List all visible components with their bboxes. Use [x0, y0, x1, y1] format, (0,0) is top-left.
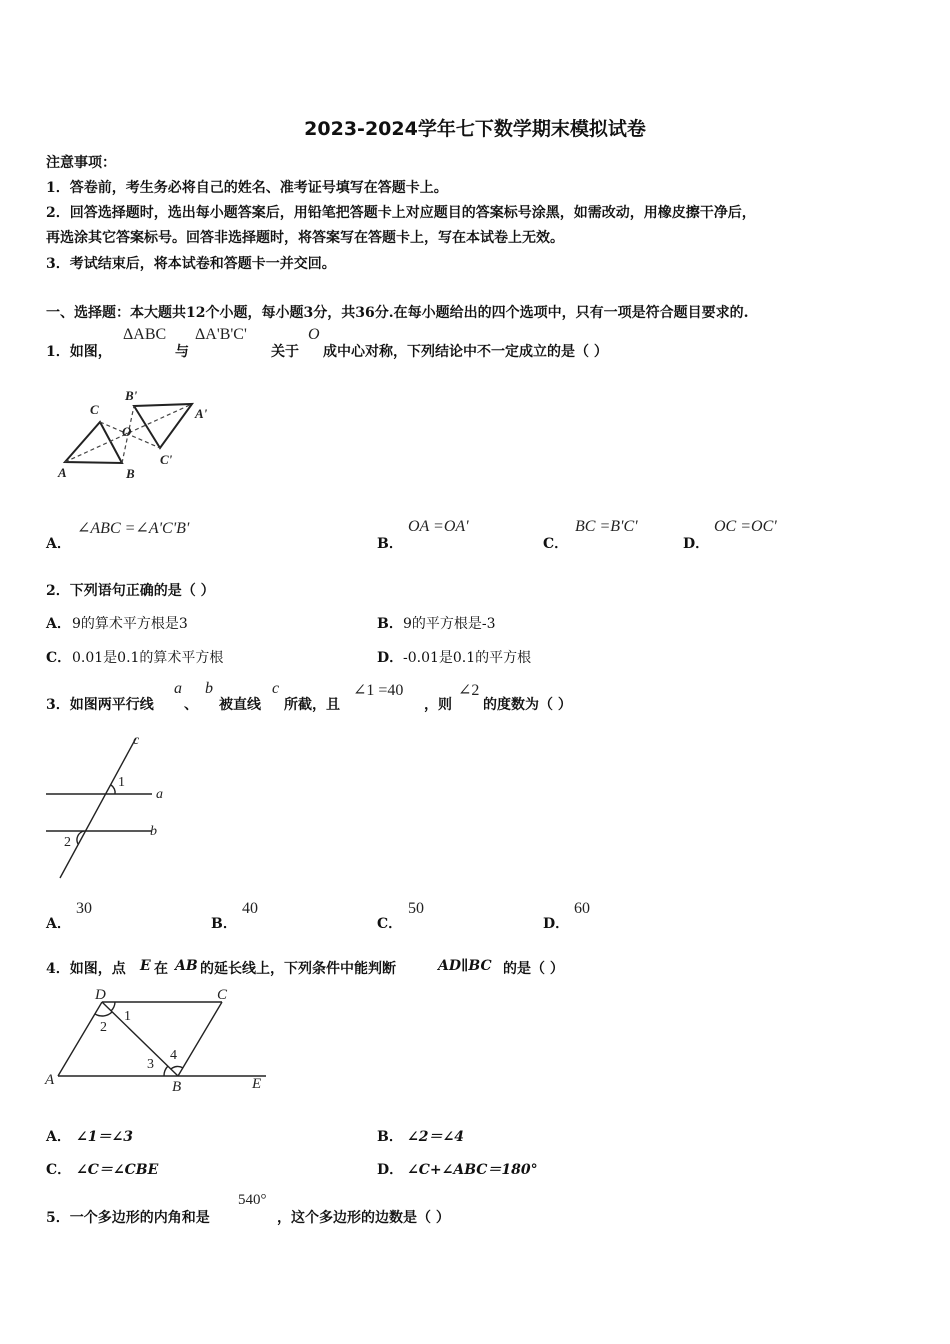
q4-text-1: 4．如图，点 [46, 961, 126, 977]
q3-option-d-label: D． [543, 916, 570, 932]
notice-item: 2．回答选择题时，选出每小题答案后，用铅笔把答题卡上对应题目的答案标号涂黑，如需改动，用橡皮擦干净后， [46, 205, 756, 221]
label-line-a: a [156, 787, 163, 802]
label-angle-2: 2 [64, 835, 71, 850]
q3-text-4: ，则 [424, 697, 452, 713]
label-b: B [126, 466, 135, 481]
q4-option-d-expr: ∠C+∠ABC＝180° [407, 1162, 538, 1178]
q1-option-a-expr: ∠ABC =∠A'C'B' [77, 520, 190, 537]
angle-2-arc [77, 831, 84, 844]
notice-item: 3．考试结束后，将本试卷和答题卡一并交回。 [46, 256, 336, 272]
label-c: C [90, 402, 99, 417]
q2-option-d-label: D． [377, 650, 404, 666]
q4-text-3: 的延长线上，下列条件中能判断 [200, 961, 396, 977]
q1-text-about: 关于 [271, 344, 299, 360]
label-c-prime: C' [160, 452, 173, 467]
q1-triangle-2: ΔA'B'C' [195, 326, 247, 343]
q3-var-b: b [205, 680, 213, 697]
q3-text-2: 被直线 [219, 697, 261, 713]
q1-option-b-label: B． [377, 536, 403, 552]
q2-option-a-label: A． [46, 616, 71, 632]
segment-da [58, 1002, 102, 1076]
q5-text-1: 5．一个多边形的内角和是 [46, 1210, 210, 1226]
label-line-b: b [150, 824, 157, 839]
q3-text-1: 3．如图两平行线 [46, 697, 154, 713]
q4-point-e: E [140, 958, 151, 974]
label-a-prime: A' [195, 406, 208, 421]
line-c [60, 738, 136, 878]
q3-option-b-label: B． [211, 916, 237, 932]
q3-figure [40, 728, 180, 883]
q1-text-and: 与 [175, 344, 189, 360]
q4-text-4: 的是（ ） [503, 961, 564, 977]
angle-4-arc [171, 1066, 183, 1069]
notice-heading: 注意事项： [46, 155, 116, 171]
q4-option-b-expr: ∠2＝∠4 [407, 1129, 464, 1145]
label-a: A [58, 465, 67, 480]
q3-option-b-val: 40 [242, 900, 258, 917]
section-heading: 一、选择题：本大题共12个小题，每小题3分，共36分.在每小题给出的四个选项中，只有一项是符合题目要求的. [46, 305, 749, 321]
page-title: 2023-2024学年七下数学期末模拟试卷 [304, 118, 646, 140]
label-b: B [172, 1079, 182, 1095]
q4-segment-ab: AB [175, 958, 198, 974]
label-angle-1: 1 [124, 1009, 131, 1024]
q1-option-b-expr: OA =OA' [408, 518, 469, 535]
angle-1-arc [111, 1002, 115, 1011]
q3-var-c: c [272, 680, 280, 697]
q1-suffix: 成中心对称，下列结论中不一定成立的是（ ） [323, 344, 608, 360]
q2-option-b-label: B． [377, 616, 403, 632]
q4-option-a-label: A． [46, 1129, 71, 1145]
q2-option-c-label: C． [46, 650, 72, 666]
angle-3-arc [164, 1066, 168, 1076]
q3-option-d-val: 60 [574, 900, 590, 917]
label-e: E [252, 1076, 262, 1092]
q3-option-a-label: A． [46, 916, 71, 932]
label-angle-2: 2 [100, 1020, 107, 1035]
q4-text-2: 在 [154, 961, 168, 977]
q1-option-c-expr: BC =B'C' [575, 518, 638, 535]
q4-ad-parallel-bc: AD∥BC [438, 958, 492, 974]
q1-point-o: O [308, 326, 320, 343]
q1-triangle-1: ΔABC [123, 326, 167, 343]
q3-option-a-val: 30 [76, 900, 92, 917]
q4-option-c-expr: ∠C＝∠CBE [76, 1162, 159, 1178]
q2-option-c-text: 0.01是0.1的算术平方根 [72, 650, 224, 666]
q1-option-c-label: C． [543, 536, 569, 552]
label-angle-3: 3 [147, 1057, 154, 1072]
q3-text-3: 所截，且 [284, 697, 340, 713]
q1-prefix: 1．如图， [46, 344, 112, 360]
label-angle-1: 1 [118, 775, 125, 790]
label-d: D [95, 987, 106, 1003]
segment-cb [178, 1002, 222, 1076]
q2-option-b-text: 9的平方根是-3 [403, 616, 496, 632]
q3-option-c-label: C． [377, 916, 403, 932]
notice-item: 再选涂其它答案标号。回答非选择题时，将答案写在答题卡上，写在本试卷上无效。 [46, 230, 564, 246]
q1-option-a-label: A． [46, 536, 71, 552]
label-o: O [122, 424, 132, 439]
q5-value: 540° [238, 1192, 267, 1208]
label-line-c: c [133, 733, 140, 748]
q4-option-c-label: C． [46, 1162, 72, 1178]
q4-option-b-label: B． [377, 1129, 403, 1145]
q3-var-a: a [174, 680, 182, 697]
q2-stem: 2．下列语句正确的是（ ） [46, 583, 215, 599]
label-c: C [217, 987, 228, 1003]
q3-option-c-val: 50 [408, 900, 424, 917]
q1-figure [50, 380, 220, 485]
q3-angle-2: ∠2 [458, 682, 480, 699]
q1-option-d-expr: OC =OC' [714, 518, 777, 535]
q1-option-d-label: D． [683, 536, 710, 552]
q5-text-2: ，这个多边形的边数是（ ） [277, 1210, 450, 1226]
notice-item: 1．答卷前，考生务必将自己的姓名、准考证号填写在答题卡上。 [46, 180, 448, 196]
q3-angle-1: ∠1 =40 [353, 682, 404, 699]
q4-figure [40, 985, 270, 1095]
q3-text-5: 的度数为（ ） [483, 697, 572, 713]
label-angle-4: 4 [170, 1048, 177, 1063]
segment-db [102, 1002, 178, 1076]
angle-2-arc [95, 1012, 112, 1016]
q3-sep: 、 [184, 697, 198, 713]
q4-option-d-label: D． [377, 1162, 404, 1178]
label-a: A [45, 1072, 55, 1088]
q4-option-a-expr: ∠1＝∠3 [76, 1129, 133, 1145]
label-b-prime: B' [125, 388, 138, 403]
q2-option-a-text: 9的算术平方根是3 [72, 616, 188, 632]
angle-1-arc [111, 785, 115, 794]
q2-option-d-text: -0.01是0.1的平方根 [403, 650, 532, 666]
